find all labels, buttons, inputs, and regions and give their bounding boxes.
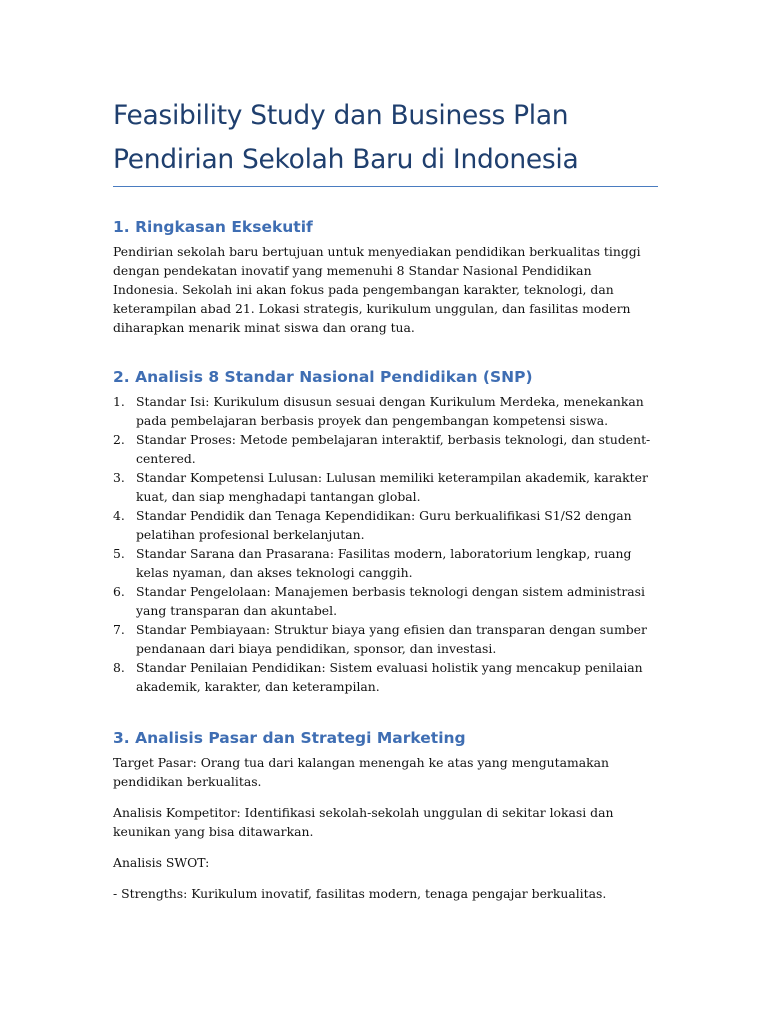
list-item bbox=[113, 392, 658, 430]
list-item-text: Standar Sarana dan Prasarana: Fasilitas modern, laboratorium lengkap, ruang kelas nyaman, dan akses teknologi canggih. bbox=[136, 546, 632, 580]
list-item bbox=[113, 506, 658, 544]
target-pasar-paragraph: Target Pasar: Orang tua dari kalangan menengah ke atas yang mengutamakan pendidikan berkualitas. bbox=[113, 755, 609, 789]
section-heading: 1. Ringkasan Eksekutif bbox=[113, 218, 313, 236]
list-item-number: 8. bbox=[113, 660, 125, 675]
analisis-swot-paragraph: Analisis SWOT: bbox=[113, 855, 210, 870]
list-item-text: Standar Pengelolaan: Manajemen berbasis teknologi dengan sistem administrasi yang transparan dan akuntabel. bbox=[136, 584, 645, 618]
list-item bbox=[113, 620, 658, 658]
list-item-text: Standar Kompetensi Lulusan: Lulusan memiliki keterampilan akademik, karakter kuat, dan siap menghadapi tantangan global. bbox=[136, 470, 648, 504]
list-item bbox=[113, 544, 658, 582]
list-item bbox=[113, 658, 658, 696]
section-analisis-snp bbox=[113, 367, 658, 696]
list-item-number: 4. bbox=[113, 508, 125, 523]
title-line-1: Feasibility Study dan Business Plan bbox=[113, 100, 569, 131]
list-item-number: 2. bbox=[113, 432, 125, 447]
section-body: Pendirian sekolah baru bertujuan untuk menyediakan pendidikan berkualitas tinggi dengan pendekatan inovatif yang memenuhi 8 Standar Nasional Pendidikan Indonesia. Sekolah ini akan fokus pada pengembangan karakter, teknologi, dan keterampilan abad 21. Lokasi strategis, kurikulum unggulan, dan fasilitas modern diharapkan menarik minat siswa dan orang tua. bbox=[113, 244, 641, 335]
section-heading: 3. Analisis Pasar dan Strategi Marketing bbox=[113, 729, 466, 747]
snp-list bbox=[113, 392, 658, 696]
list-item-number: 5. bbox=[113, 546, 125, 561]
section-heading: 2. Analisis 8 Standar Nasional Pendidikan (SNP) bbox=[113, 368, 533, 386]
title-line-2: Pendirian Sekolah Baru di Indonesia bbox=[113, 144, 579, 175]
document-page bbox=[113, 94, 658, 933]
list-item bbox=[113, 582, 658, 620]
list-item-text: Standar Pendidik dan Tenaga Kependidikan: Guru berkualifikasi S1/S2 dengan pelatihan profesional berkelanjutan. bbox=[136, 508, 632, 542]
list-item-text: Standar Penilaian Pendidikan: Sistem evaluasi holistik yang mencakup penilaian akademik, karakter, dan keterampilan. bbox=[136, 660, 643, 694]
swot-strengths-paragraph: - Strengths: Kurikulum inovatif, fasilitas modern, tenaga pengajar berkualitas. bbox=[113, 886, 607, 901]
document-title bbox=[113, 94, 658, 182]
section-ringkasan-eksekutif bbox=[113, 217, 658, 337]
section-analisis-pasar bbox=[113, 728, 658, 903]
list-item-text: Standar Isi: Kurikulum disusun sesuai dengan Kurikulum Merdeka, menekankan pada pembelajaran berbasis proyek dan pengembangan kompetensi siswa. bbox=[136, 394, 644, 428]
list-item-number: 6. bbox=[113, 584, 125, 599]
list-item-number: 1. bbox=[113, 394, 125, 409]
list-item bbox=[113, 430, 658, 468]
analisis-kompetitor-paragraph: Analisis Kompetitor: Identifikasi sekolah-sekolah unggulan di sekitar lokasi dan keunikan yang bisa ditawarkan. bbox=[113, 805, 614, 839]
list-item-number: 7. bbox=[113, 622, 125, 637]
list-item-number: 3. bbox=[113, 470, 125, 485]
list-item-text: Standar Proses: Metode pembelajaran interaktif, berbasis teknologi, dan student-centered. bbox=[136, 432, 651, 466]
list-item bbox=[113, 468, 658, 506]
title-underline-rule bbox=[113, 186, 658, 187]
list-item-text: Standar Pembiayaan: Struktur biaya yang efisien dan transparan dengan sumber pendanaan dari biaya pendidikan, sponsor, dan investasi. bbox=[136, 622, 647, 656]
